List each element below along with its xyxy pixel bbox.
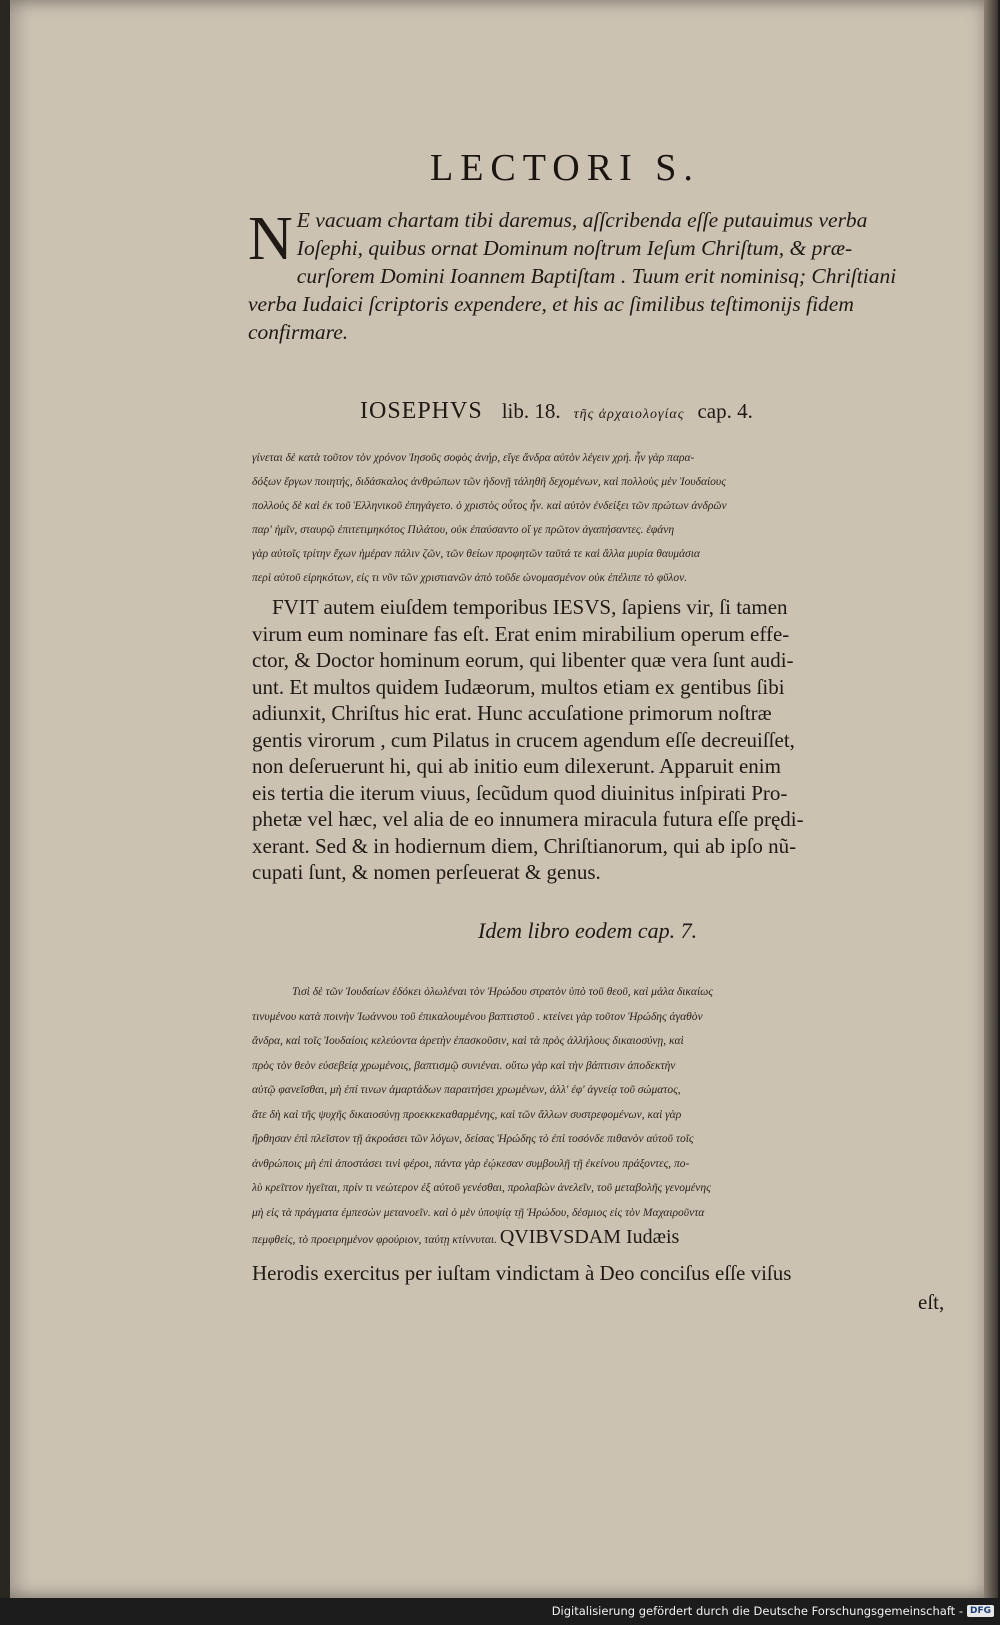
- drop-cap: N: [248, 205, 293, 273]
- greek-line: δόξων ἔργων ποιητής, διδάσκαλος ἀνθρώπων τῶν ἡδονῇ τἀληθῆ δεχομένων, καὶ πολλοὺς μὲν Ἰουδαίους: [252, 476, 726, 488]
- digitization-footer: [552, 1602, 994, 1620]
- latin-line: unt. Et multos quidem Iudæorum, multos etiam ex gentibus ſibi: [252, 674, 785, 699]
- section-heading-josephus: [360, 398, 880, 425]
- greek-line: μὴ εἰς τὰ πράγματα ἐμπεσὼν μετανοεῖν. καὶ ὁ μὲν ὑποψίᾳ τῇ Ἡρώδου, δέσμιος εἰς τὸν Μαχαιροῦντα: [252, 1206, 705, 1219]
- latin-line: cupati ſunt, & nomen perſeuerat & genus.: [252, 860, 601, 884]
- preface-line: E vacuam chartam tibi daremus, aſſcribenda eſſe putauimus verba: [296, 208, 868, 232]
- latin-line: FVIT autem eiuſdem temporibus IESVS, ſapiens vir, ſi tamen: [272, 595, 788, 619]
- preface-line: Ioſephi, quibus ornat Dominum noſtrum Ieſum Chriſtum, & præ-: [296, 236, 853, 260]
- latin-line: gentis virorum , cum Pilatus in crucem agendum eſſe decreuiſſet,: [252, 727, 795, 752]
- greek-line: τινυμένου κατὰ ποινὴν Ἰωάννου τοῦ ἐπικαλουμένου βαπτιστοῦ . κτείνει γὰρ τοῦτον Ἡρώδης ἀγαθὸν: [252, 1010, 703, 1023]
- heading-author: IOSEPHVS: [360, 398, 483, 424]
- latin-line: Herodis exercitus per iuſtam vindictam à Deo conciſus eſſe viſus: [252, 1261, 792, 1285]
- latin-line: virum eum nominare fas eſt. Erat enim mirabilium operum effe-: [252, 621, 790, 646]
- preface-line: verba Iudaici ſcriptoris expendere, et his ac ſimilibus teſtimonijs fidem: [248, 292, 854, 316]
- greek-line: γίνεται δὲ κατὰ τοῦτον τὸν χρόνον Ἰησοῦς σοφὸς ἀνήρ, εἴγε ἄνδρα αὐτὸν λέγειν χρή. ἦν γὰρ παρα-: [252, 452, 695, 464]
- latin-line: ctor, & Doctor hominum eorum, qui libenter quæ vera ſunt audi-: [252, 648, 794, 672]
- latin-start: QVIBVSDAM Iudæis: [499, 1226, 680, 1248]
- greek-line: λὺ κρεῖττον ἡγεῖται, πρίν τι νεώτερον ἐξ αὐτοῦ γενέσθαι, προλαβὼν ἀνελεῖν, τοῦ μεταβολῆς γενομένης: [252, 1182, 711, 1194]
- greek-line: πρὸς τὸν θεὸν εὐσεβείᾳ χρωμένοις, βαπτισμῷ συνιέναι. οὕτω γὰρ καὶ τὴν βάπτισιν ἀποδεκτὴν: [252, 1059, 676, 1072]
- section-heading-idem: Idem libro eodem cap. 7.: [478, 918, 698, 943]
- greek-line: ἅτε δὴ καὶ τῆς ψυχῆς δικαιοσύνῃ προεκκεκαθαρμένης, καὶ τῶν ἄλλων συστρεφομένων, καὶ γὰρ: [252, 1108, 682, 1121]
- greek-line: γὰρ αὐτοῖς τρίτην ἔχων ἡμέραν πάλιν ζῶν, τῶν θείων προφητῶν ταῦτά τε καὶ ἄλλα μυρία θαυμάσια: [252, 548, 700, 560]
- greek-line: ἤρθησαν ἐπὶ πλεῖστον τῇ ἀκροάσει τῶν λόγων, δείσας Ἡρώδης τὸ ἐπὶ τοσόνδε πιθανὸν αὐτοῦ τοῖς: [252, 1133, 694, 1145]
- greek-line: αὐτῷ φανεῖσθαι, μὴ ἐπί τινων ἁμαρτάδων παραιτήσει χρωμένων, ἀλλ' ἐφ' ἁγνείᾳ τοῦ σώματος,: [252, 1084, 681, 1096]
- greek-line: ἄνδρα, καὶ τοῖς Ἰουδαίοις κελεύοντα ἀρετὴν ἐπασκοῦσιν, καὶ τὰ πρὸς ἀλλήλους δικαιοσύνῃ, καὶ: [252, 1035, 684, 1047]
- footer-credit: Digitalisierung gefördert durch die Deutsche Forschungsgemeinschaft -: [551, 1604, 963, 1618]
- heading-chapter: cap. 4.: [697, 399, 753, 423]
- page-edge: [984, 0, 998, 1598]
- latin-translation-2: [252, 1260, 957, 1286]
- latin-line: xerant. Sed & in hodiernum diem, Chriſtianorum, qui ab ipſo nũ-: [252, 833, 797, 858]
- preface-line: confirmare.: [248, 320, 349, 344]
- latin-line: non deſeruerunt hi, qui ab initio eum dilexerunt. Apparuit enim: [252, 754, 781, 778]
- heading-book: lib. 18.: [501, 399, 561, 423]
- greek-line: [252, 1225, 957, 1253]
- page-title: LECTORI S.: [430, 147, 700, 189]
- greek-line: Τισὶ δὲ τῶν Ἰουδαίων ἐδόκει ὀλωλέναι τὸν Ἡρώδου στρατὸν ὑπὸ τοῦ θεοῦ, καὶ μάλα δικαίως: [292, 986, 713, 998]
- greek-line-text: πεμφθείς, τὸ προειρημένον φρούριον, ταύτῃ κτίννυται.: [252, 1234, 497, 1246]
- preface-line: curſorem Domini Ioannem Baptiſtam . Tuum erit nominisq; Chriſtiani: [296, 264, 897, 288]
- greek-passage-2: [252, 980, 957, 1253]
- greek-line: παρ' ἡμῖν, σταυρῷ ἐπιτετιμηκότος Πιλάτου, οὐκ ἐπαύσαντο οἵ γε πρῶτον ἀγαπήσαντες. ἐφάνη: [252, 524, 675, 536]
- latin-line: adiunxit, Chriſtus hic erat. Hunc accuſatione primorum noſtræ: [252, 701, 772, 725]
- greek-line: ἀνθρώποις μὴ ἐπὶ ἀποστάσει τινὶ φέροι, πάντα γὰρ ἐῴκεσαν συμβουλῇ τῇ ἐκείνου πράξοντες, πο-: [252, 1157, 690, 1170]
- latin-line: eis tertia die iterum viuus, ſecũdum quod diuinitus inſpirati Pro-: [252, 780, 788, 805]
- preface-paragraph: [248, 205, 957, 346]
- heading-greek-title: τῆς ἀρχαιολογίας: [573, 407, 685, 422]
- latin-translation-1: [252, 594, 957, 886]
- catchword: eſt,: [918, 1290, 945, 1314]
- latin-line: phetæ vel hæc, vel alia de eo innumera miracula futura eſſe prędi-: [252, 807, 804, 831]
- greek-passage-1: [252, 446, 957, 590]
- dfg-logo: DFG: [967, 1605, 994, 1617]
- greek-line: περὶ αὐτοῦ εἰρηκότων, εἰς τι νῦν τῶν χριστιανῶν ἀπὸ τοῦδε ὠνομασμένον οὐκ ἐπέλιπε τὸ φῦλον.: [252, 572, 688, 584]
- greek-line: πολλοὺς δὲ καὶ ἐκ τοῦ Ἑλληνικοῦ ἐπηγάγετο. ὁ χριστὸς οὗτος ἦν. καὶ αὐτὸν ἐνδείξει τῶν πρώτων ἀνδρῶν: [252, 500, 727, 512]
